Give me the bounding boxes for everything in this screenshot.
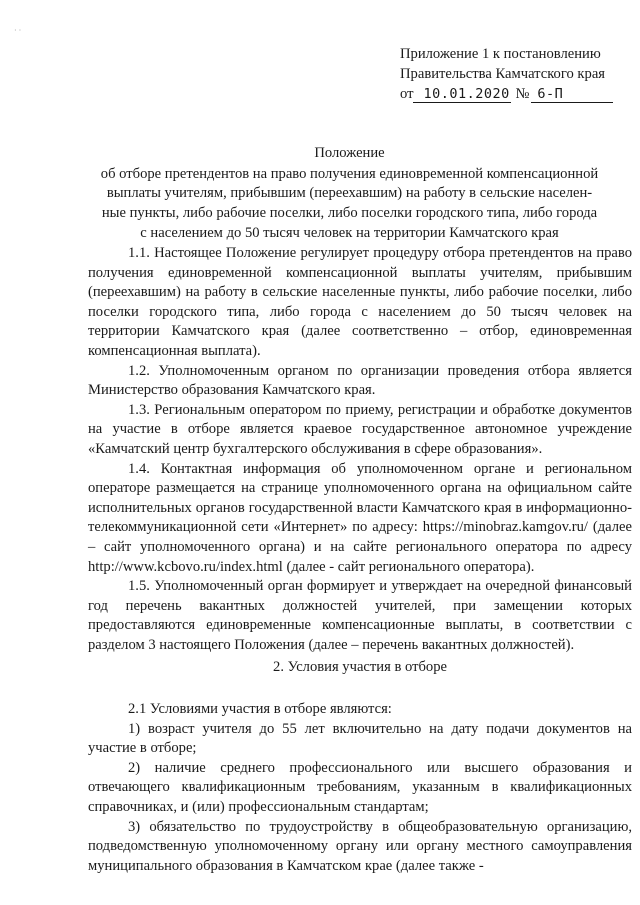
title-heading: Положение xyxy=(314,145,385,161)
document-title xyxy=(72,144,627,244)
paragraph-2-1-1: 1) возраст учителя до 55 лет включительно на дату подачи документов на участие в отборе; xyxy=(88,720,632,757)
paragraph-1-1: 1.1. Настоящее Положение регулирует процедуру отбора претендентов на право получения единовременной компенсационной выплаты учителям, прибывшим (переехавшим) на работу в сельские населенные пункты, либо рабочие поселки, либо поселки городского типа, либо города с населением до 50 тысяч человек на территории Камчатского края (далее соответственно – отбор, единовременная компенсационная выплата). xyxy=(88,245,632,359)
appendix-header xyxy=(400,44,630,104)
number-label: № xyxy=(515,86,530,102)
title-subtitle-line: с населением до 50 тысяч человек на территории Камчатского края xyxy=(140,224,559,241)
paragraph-1-5: 1.5. Уполномоченный орган формирует и утверждает на очередной финансовый год перечень вакантных должностей учителей, при замещении которых предоставляются единовременные компенсационные выплаты, в соответствии с разделом 3 настоящего Положения (далее – перечень вакантных должностей). xyxy=(88,578,632,653)
paragraph-2-1-3: 3) обязательство по трудоустройству в общеобразовательную организацию, подведомственную уполномоченному органу или органу местного самоуправления муниципального образования в Камчатском крае (далее также - xyxy=(88,818,632,874)
paragraph-2-1: 2.1 Условиями участия в отборе являются: xyxy=(128,701,392,718)
appendix-line-2: Правительства Камчатского края xyxy=(400,66,606,82)
scan-mark: · · xyxy=(14,26,22,35)
number-value: 6-П xyxy=(531,86,613,103)
paragraph-1-3: 1.3. Региональным оператором по приему, регистрации и обработке документов на участие в отборе является краевое государственное автономное учреждение «Камчатский центр бухгалтерского обслуживания в сфере образования». xyxy=(88,401,632,457)
date-value: 10.01.2020 xyxy=(413,86,511,103)
date-prefix: от xyxy=(400,86,414,102)
title-subtitle-line: выплаты учителям, прибывшим (переехавшим) на работу в сельские населен- xyxy=(106,185,593,202)
section-2-heading: 2. Условия участия в отборе xyxy=(273,659,447,676)
title-subtitle-line: об отборе претендентов на право получения единовременной компенсационной xyxy=(100,165,599,182)
paragraph-2-1-2: 2) наличие среднего профессионального или высшего образования и отвечающего квалификационным требованиям, указанным в квалификационных справочниках, и (или) профессиональным стандартам; xyxy=(88,759,632,816)
paragraph-1-2: 1.2. Уполномоченным органом по организации проведения отбора является Министерство образования Камчатского края. xyxy=(88,362,632,399)
appendix-line-1: Приложение 1 к постановлению xyxy=(400,46,601,62)
document-body xyxy=(88,244,632,876)
paragraph-1-4: 1.4. Контактная информация об уполномоченном органе и региональном операторе размещается на странице уполномоченного органа на официальном сайте исполнительных органов государственной власти Камчатского края в информационно-телекоммуникационной сети «Интернет» по адресу: https://minobraz.kamgov.ru/ (далее – сайт уполномоченного органа) и на сайте регионального оператора по адресу http://www.kcbovo.ru/index.html (далее - сайт регионального оператора). xyxy=(88,460,632,575)
appendix-date-line xyxy=(400,84,630,104)
title-subtitle-line: ные пункты, либо рабочие поселки, либо поселки городского типа, либо города xyxy=(101,205,598,222)
